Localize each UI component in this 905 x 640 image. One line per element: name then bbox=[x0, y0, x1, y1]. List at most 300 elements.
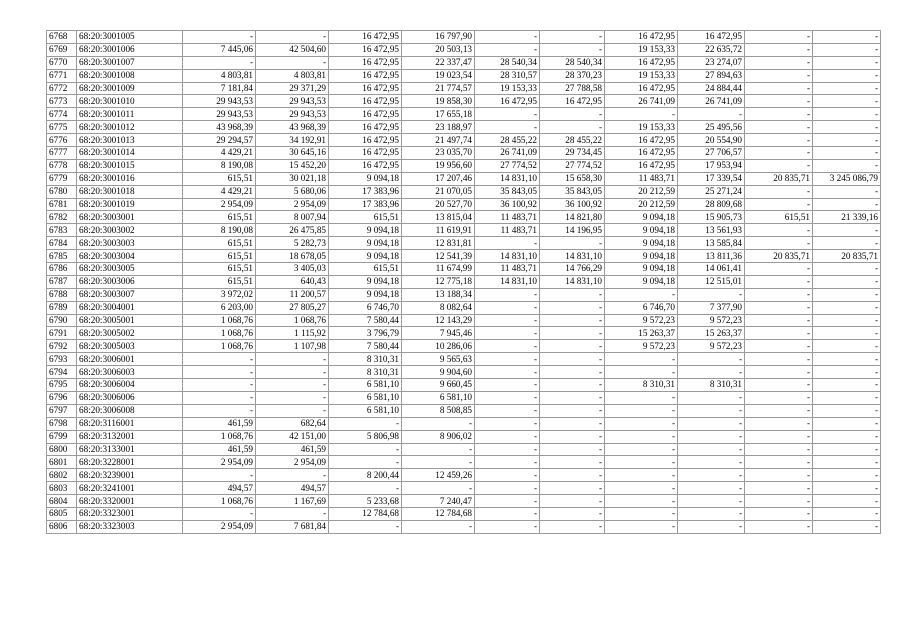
value-cell: - bbox=[605, 469, 678, 482]
value-cell: 16 472,95 bbox=[329, 69, 402, 82]
value-cell: - bbox=[475, 456, 540, 469]
value-cell: - bbox=[183, 353, 256, 366]
value-cell: - bbox=[813, 31, 881, 44]
value-cell: 21 497,74 bbox=[402, 134, 475, 147]
value-cell: - bbox=[605, 391, 678, 404]
row-number-cell: 6798 bbox=[47, 417, 77, 430]
value-cell: - bbox=[813, 520, 881, 533]
cadastral-number-cell: 68:20:3003007 bbox=[77, 288, 183, 301]
value-cell: - bbox=[813, 69, 881, 82]
row-number-cell: 6772 bbox=[47, 82, 77, 95]
value-cell: 20 212,59 bbox=[605, 198, 678, 211]
value-cell: - bbox=[813, 443, 881, 456]
table-row bbox=[47, 250, 881, 263]
value-cell: - bbox=[605, 507, 678, 520]
table-row bbox=[47, 159, 881, 172]
value-cell: - bbox=[745, 314, 813, 327]
table-row bbox=[47, 121, 881, 134]
value-cell: - bbox=[678, 417, 745, 430]
value-cell: - bbox=[402, 417, 475, 430]
table-row bbox=[47, 520, 881, 533]
cadastral-number-cell: 68:20:3001011 bbox=[77, 108, 183, 121]
row-number-cell: 6784 bbox=[47, 237, 77, 250]
value-cell: 1 107,98 bbox=[256, 340, 329, 353]
value-cell: 20 212,59 bbox=[605, 185, 678, 198]
value-cell: - bbox=[745, 507, 813, 520]
table-row bbox=[47, 366, 881, 379]
value-cell: - bbox=[475, 366, 540, 379]
value-cell: - bbox=[540, 366, 605, 379]
value-cell: - bbox=[745, 340, 813, 353]
row-number-cell: 6803 bbox=[47, 482, 77, 495]
value-cell: 9 572,23 bbox=[678, 314, 745, 327]
value-cell: - bbox=[678, 404, 745, 417]
cadastral-number-cell: 68:20:3001012 bbox=[77, 121, 183, 134]
row-number-cell: 6800 bbox=[47, 443, 77, 456]
value-cell: 17 953,94 bbox=[678, 159, 745, 172]
value-cell: - bbox=[745, 237, 813, 250]
value-cell: - bbox=[813, 134, 881, 147]
value-cell: 8 200,44 bbox=[329, 469, 402, 482]
value-cell: 26 741,09 bbox=[605, 95, 678, 108]
value-cell: 7 240,47 bbox=[402, 495, 475, 508]
value-cell: 461,59 bbox=[183, 417, 256, 430]
value-cell: 29 734,45 bbox=[540, 147, 605, 160]
value-cell: - bbox=[813, 185, 881, 198]
row-number-cell: 6801 bbox=[47, 456, 77, 469]
table-row bbox=[47, 69, 881, 82]
cadastral-number-cell: 68:20:3001014 bbox=[77, 147, 183, 160]
value-cell: - bbox=[256, 507, 329, 520]
value-cell: 16 472,95 bbox=[329, 31, 402, 44]
value-cell: - bbox=[540, 391, 605, 404]
value-cell: - bbox=[402, 456, 475, 469]
value-cell: - bbox=[745, 430, 813, 443]
value-cell: 16 472,95 bbox=[329, 82, 402, 95]
value-cell: 6 581,10 bbox=[402, 391, 475, 404]
value-cell: 20 835,71 bbox=[745, 172, 813, 185]
value-cell: 5 282,73 bbox=[256, 237, 329, 250]
value-cell: - bbox=[678, 495, 745, 508]
value-cell: - bbox=[605, 430, 678, 443]
value-cell: 2 954,09 bbox=[256, 198, 329, 211]
value-cell: 11 619,91 bbox=[402, 224, 475, 237]
value-cell: - bbox=[540, 327, 605, 340]
value-cell: - bbox=[475, 108, 540, 121]
value-cell: 9 094,18 bbox=[329, 237, 402, 250]
cadastral-number-cell: 68:20:3241001 bbox=[77, 482, 183, 495]
row-number-cell: 6791 bbox=[47, 327, 77, 340]
value-cell: 13 585,84 bbox=[678, 237, 745, 250]
cadastral-number-cell: 68:20:3003004 bbox=[77, 250, 183, 263]
table-row bbox=[47, 353, 881, 366]
cadastral-number-cell: 68:20:3006006 bbox=[77, 391, 183, 404]
cadastral-number-cell: 68:20:3133001 bbox=[77, 443, 183, 456]
value-cell: 23 188,97 bbox=[402, 121, 475, 134]
value-cell: 16 472,95 bbox=[329, 121, 402, 134]
value-cell: - bbox=[475, 340, 540, 353]
value-cell: 9 094,18 bbox=[329, 275, 402, 288]
value-cell: 8 310,31 bbox=[329, 366, 402, 379]
value-cell: - bbox=[540, 314, 605, 327]
value-cell: 2 954,09 bbox=[183, 520, 256, 533]
table-row bbox=[47, 456, 881, 469]
cadastral-number-cell: 68:20:3001015 bbox=[77, 159, 183, 172]
value-cell: 3 796,79 bbox=[329, 327, 402, 340]
value-cell: 11 483,71 bbox=[475, 224, 540, 237]
table-row bbox=[47, 469, 881, 482]
value-cell: 26 741,09 bbox=[678, 95, 745, 108]
value-cell: - bbox=[475, 404, 540, 417]
value-cell: 27 788,58 bbox=[540, 82, 605, 95]
cadastral-number-cell: 68:20:3323001 bbox=[77, 507, 183, 520]
cadastral-number-cell: 68:20:3132001 bbox=[77, 430, 183, 443]
value-cell: 16 472,95 bbox=[329, 147, 402, 160]
value-cell: 7 580,44 bbox=[329, 340, 402, 353]
value-cell: 461,59 bbox=[183, 443, 256, 456]
value-cell: 13 188,34 bbox=[402, 288, 475, 301]
value-cell: 8 310,31 bbox=[605, 379, 678, 392]
value-cell: 28 540,34 bbox=[540, 56, 605, 69]
value-cell: 1 068,76 bbox=[183, 340, 256, 353]
row-number-cell: 6790 bbox=[47, 314, 77, 327]
value-cell: 17 383,96 bbox=[329, 185, 402, 198]
table-row bbox=[47, 275, 881, 288]
table-row bbox=[47, 417, 881, 430]
value-cell: - bbox=[813, 495, 881, 508]
row-number-cell: 6805 bbox=[47, 507, 77, 520]
row-number-cell: 6769 bbox=[47, 43, 77, 56]
value-cell: - bbox=[475, 31, 540, 44]
value-cell: - bbox=[540, 404, 605, 417]
value-cell: - bbox=[813, 340, 881, 353]
row-number-cell: 6789 bbox=[47, 301, 77, 314]
value-cell: - bbox=[813, 43, 881, 56]
value-cell: 11 483,71 bbox=[605, 172, 678, 185]
value-cell: - bbox=[256, 366, 329, 379]
value-cell: 14 061,41 bbox=[678, 263, 745, 276]
value-cell: 19 858,30 bbox=[402, 95, 475, 108]
value-cell: - bbox=[605, 456, 678, 469]
value-cell: - bbox=[745, 134, 813, 147]
value-cell: - bbox=[745, 417, 813, 430]
value-cell: 25 495,56 bbox=[678, 121, 745, 134]
value-cell: 9 565,63 bbox=[402, 353, 475, 366]
value-cell: - bbox=[256, 469, 329, 482]
value-cell: 16 797,90 bbox=[402, 31, 475, 44]
value-cell: - bbox=[813, 417, 881, 430]
value-cell: - bbox=[745, 366, 813, 379]
value-cell: - bbox=[745, 379, 813, 392]
value-cell: 9 094,18 bbox=[605, 275, 678, 288]
value-cell: - bbox=[475, 520, 540, 533]
value-cell: - bbox=[256, 404, 329, 417]
table-row bbox=[47, 211, 881, 224]
value-cell: 18 678,05 bbox=[256, 250, 329, 263]
value-cell: - bbox=[813, 301, 881, 314]
value-cell: 6 581,10 bbox=[329, 391, 402, 404]
cadastral-number-cell: 68:20:3005003 bbox=[77, 340, 183, 353]
value-cell: 615,51 bbox=[183, 237, 256, 250]
value-cell: 13 815,04 bbox=[402, 211, 475, 224]
value-cell: 20 503,13 bbox=[402, 43, 475, 56]
value-cell: - bbox=[745, 391, 813, 404]
value-cell: 11 674,99 bbox=[402, 263, 475, 276]
value-cell: - bbox=[745, 185, 813, 198]
value-cell: - bbox=[256, 56, 329, 69]
value-cell: 16 472,95 bbox=[540, 95, 605, 108]
value-cell: 9 094,18 bbox=[329, 250, 402, 263]
row-number-cell: 6786 bbox=[47, 263, 77, 276]
value-cell: 12 784,68 bbox=[329, 507, 402, 520]
value-cell: 13 561,93 bbox=[678, 224, 745, 237]
value-cell: - bbox=[605, 417, 678, 430]
value-cell: 19 153,33 bbox=[605, 69, 678, 82]
value-cell: - bbox=[475, 288, 540, 301]
value-cell: 9 094,18 bbox=[605, 263, 678, 276]
value-cell: - bbox=[678, 353, 745, 366]
value-cell: 9 094,18 bbox=[605, 224, 678, 237]
value-cell: - bbox=[540, 520, 605, 533]
value-cell: 14 831,10 bbox=[540, 275, 605, 288]
value-cell: 14 831,10 bbox=[475, 275, 540, 288]
value-cell: - bbox=[605, 353, 678, 366]
value-cell: 7 945,46 bbox=[402, 327, 475, 340]
value-cell: 1 068,76 bbox=[183, 430, 256, 443]
row-number-cell: 6806 bbox=[47, 520, 77, 533]
row-number-cell: 6778 bbox=[47, 159, 77, 172]
value-cell: - bbox=[745, 43, 813, 56]
cadastral-number-cell: 68:20:3006001 bbox=[77, 353, 183, 366]
value-cell: - bbox=[745, 275, 813, 288]
value-cell: 34 192,91 bbox=[256, 134, 329, 147]
value-cell: 22 635,72 bbox=[678, 43, 745, 56]
value-cell: - bbox=[605, 495, 678, 508]
value-cell: - bbox=[813, 430, 881, 443]
value-cell: 8 906,02 bbox=[402, 430, 475, 443]
value-cell: 9 094,18 bbox=[329, 172, 402, 185]
cadastral-number-cell: 68:20:3323003 bbox=[77, 520, 183, 533]
value-cell: 29 294,57 bbox=[183, 134, 256, 147]
value-cell: 1 068,76 bbox=[256, 314, 329, 327]
value-cell: 8 190,08 bbox=[183, 159, 256, 172]
row-number-cell: 6780 bbox=[47, 185, 77, 198]
value-cell: 461,59 bbox=[256, 443, 329, 456]
value-cell: 1 167,69 bbox=[256, 495, 329, 508]
value-cell: - bbox=[540, 237, 605, 250]
row-number-cell: 6776 bbox=[47, 134, 77, 147]
value-cell: - bbox=[745, 520, 813, 533]
value-cell: - bbox=[540, 301, 605, 314]
value-cell: 9 094,18 bbox=[605, 237, 678, 250]
table-row bbox=[47, 263, 881, 276]
cadastral-number-cell: 68:20:3001018 bbox=[77, 185, 183, 198]
value-cell: - bbox=[475, 121, 540, 134]
value-cell: - bbox=[183, 469, 256, 482]
row-number-cell: 6781 bbox=[47, 198, 77, 211]
value-cell: - bbox=[813, 391, 881, 404]
value-cell: - bbox=[402, 482, 475, 495]
value-cell: - bbox=[813, 456, 881, 469]
value-cell: 8 310,31 bbox=[678, 379, 745, 392]
value-cell: - bbox=[475, 430, 540, 443]
value-cell: 19 153,33 bbox=[605, 43, 678, 56]
value-cell: - bbox=[329, 482, 402, 495]
data-table bbox=[46, 30, 881, 534]
cadastral-number-cell: 68:20:3001009 bbox=[77, 82, 183, 95]
value-cell: 16 472,95 bbox=[605, 134, 678, 147]
value-cell: 12 515,01 bbox=[678, 275, 745, 288]
table-row bbox=[47, 134, 881, 147]
value-cell: 15 263,37 bbox=[605, 327, 678, 340]
value-cell: 42 504,60 bbox=[256, 43, 329, 56]
cadastral-number-cell: 68:20:3001010 bbox=[77, 95, 183, 108]
table-row bbox=[47, 288, 881, 301]
value-cell: 9 094,18 bbox=[329, 288, 402, 301]
value-cell: - bbox=[605, 288, 678, 301]
value-cell: - bbox=[745, 327, 813, 340]
value-cell: - bbox=[813, 327, 881, 340]
row-number-cell: 6777 bbox=[47, 147, 77, 160]
value-cell: 1 068,76 bbox=[183, 495, 256, 508]
value-cell: 9 094,18 bbox=[605, 250, 678, 263]
cadastral-number-cell: 68:20:3001019 bbox=[77, 198, 183, 211]
row-number-cell: 6770 bbox=[47, 56, 77, 69]
value-cell: 615,51 bbox=[745, 211, 813, 224]
table-row bbox=[47, 172, 881, 185]
value-cell: - bbox=[813, 379, 881, 392]
value-cell: 7 681,84 bbox=[256, 520, 329, 533]
value-cell: - bbox=[475, 314, 540, 327]
value-cell: 21 774,57 bbox=[402, 82, 475, 95]
value-cell: - bbox=[745, 147, 813, 160]
value-cell: - bbox=[745, 469, 813, 482]
value-cell: 8 310,31 bbox=[329, 353, 402, 366]
value-cell: 28 540,34 bbox=[475, 56, 540, 69]
value-cell: 494,57 bbox=[183, 482, 256, 495]
value-cell: - bbox=[540, 108, 605, 121]
value-cell: 5 806,98 bbox=[329, 430, 402, 443]
value-cell: 11 483,71 bbox=[475, 263, 540, 276]
value-cell: - bbox=[540, 353, 605, 366]
value-cell: 29 371,29 bbox=[256, 82, 329, 95]
value-cell: - bbox=[678, 366, 745, 379]
value-cell: - bbox=[745, 121, 813, 134]
cadastral-number-cell: 68:20:3005001 bbox=[77, 314, 183, 327]
value-cell: - bbox=[329, 417, 402, 430]
value-cell: 30 645,16 bbox=[256, 147, 329, 160]
value-cell: 29 943,53 bbox=[183, 95, 256, 108]
value-cell: 16 472,95 bbox=[329, 95, 402, 108]
value-cell: 9 572,23 bbox=[605, 340, 678, 353]
table-row bbox=[47, 224, 881, 237]
value-cell: - bbox=[678, 507, 745, 520]
value-cell: 14 831,10 bbox=[475, 172, 540, 185]
table-row bbox=[47, 482, 881, 495]
table-row bbox=[47, 237, 881, 250]
value-cell: 19 153,33 bbox=[475, 82, 540, 95]
value-cell: - bbox=[329, 520, 402, 533]
value-cell: 16 472,95 bbox=[329, 56, 402, 69]
value-cell: - bbox=[475, 237, 540, 250]
value-cell: 6 581,10 bbox=[329, 404, 402, 417]
value-cell: 10 286,06 bbox=[402, 340, 475, 353]
value-cell: - bbox=[475, 495, 540, 508]
value-cell: 615,51 bbox=[183, 263, 256, 276]
value-cell: - bbox=[813, 108, 881, 121]
value-cell: - bbox=[540, 288, 605, 301]
value-cell: 16 472,95 bbox=[329, 108, 402, 121]
value-cell: - bbox=[813, 507, 881, 520]
value-cell: 3 405,03 bbox=[256, 263, 329, 276]
row-number-cell: 6779 bbox=[47, 172, 77, 185]
value-cell: 29 943,53 bbox=[256, 108, 329, 121]
value-cell: 12 831,81 bbox=[402, 237, 475, 250]
value-cell: - bbox=[813, 237, 881, 250]
cadastral-number-cell: 68:20:3006003 bbox=[77, 366, 183, 379]
value-cell: - bbox=[475, 301, 540, 314]
value-cell: - bbox=[813, 159, 881, 172]
value-cell: - bbox=[540, 482, 605, 495]
value-cell: 682,64 bbox=[256, 417, 329, 430]
value-cell: - bbox=[183, 404, 256, 417]
value-cell: 615,51 bbox=[329, 263, 402, 276]
value-cell: - bbox=[813, 95, 881, 108]
value-cell: - bbox=[605, 108, 678, 121]
table-row bbox=[47, 340, 881, 353]
value-cell: 8 190,08 bbox=[183, 224, 256, 237]
row-number-cell: 6788 bbox=[47, 288, 77, 301]
value-cell: - bbox=[813, 82, 881, 95]
value-cell: - bbox=[813, 263, 881, 276]
value-cell: - bbox=[745, 31, 813, 44]
value-cell: - bbox=[813, 275, 881, 288]
row-number-cell: 6782 bbox=[47, 211, 77, 224]
value-cell: - bbox=[475, 507, 540, 520]
value-cell: 20 835,71 bbox=[745, 250, 813, 263]
value-cell: - bbox=[329, 456, 402, 469]
value-cell: - bbox=[540, 469, 605, 482]
cadastral-number-cell: 68:20:3005002 bbox=[77, 327, 183, 340]
value-cell: 26 475,85 bbox=[256, 224, 329, 237]
value-cell: - bbox=[475, 443, 540, 456]
table-row bbox=[47, 301, 881, 314]
value-cell: 12 541,39 bbox=[402, 250, 475, 263]
value-cell: 16 472,95 bbox=[605, 56, 678, 69]
value-cell: - bbox=[183, 391, 256, 404]
value-cell: 43 968,39 bbox=[183, 121, 256, 134]
table-row bbox=[47, 82, 881, 95]
value-cell: 7 445,06 bbox=[183, 43, 256, 56]
value-cell: - bbox=[813, 366, 881, 379]
row-number-cell: 6797 bbox=[47, 404, 77, 417]
cadastral-number-cell: 68:20:3003002 bbox=[77, 224, 183, 237]
value-cell: 16 472,95 bbox=[605, 159, 678, 172]
value-cell: 9 572,23 bbox=[605, 314, 678, 327]
value-cell: - bbox=[605, 404, 678, 417]
cadastral-number-cell: 68:20:3003006 bbox=[77, 275, 183, 288]
value-cell: 36 100,92 bbox=[475, 198, 540, 211]
value-cell: 16 472,95 bbox=[605, 82, 678, 95]
value-cell: - bbox=[745, 263, 813, 276]
value-cell: - bbox=[256, 31, 329, 44]
value-cell: 615,51 bbox=[183, 275, 256, 288]
value-cell: 16 472,95 bbox=[475, 95, 540, 108]
value-cell: 26 741,09 bbox=[475, 147, 540, 160]
row-number-cell: 6792 bbox=[47, 340, 77, 353]
value-cell: - bbox=[745, 224, 813, 237]
value-cell: 2 954,09 bbox=[256, 456, 329, 469]
